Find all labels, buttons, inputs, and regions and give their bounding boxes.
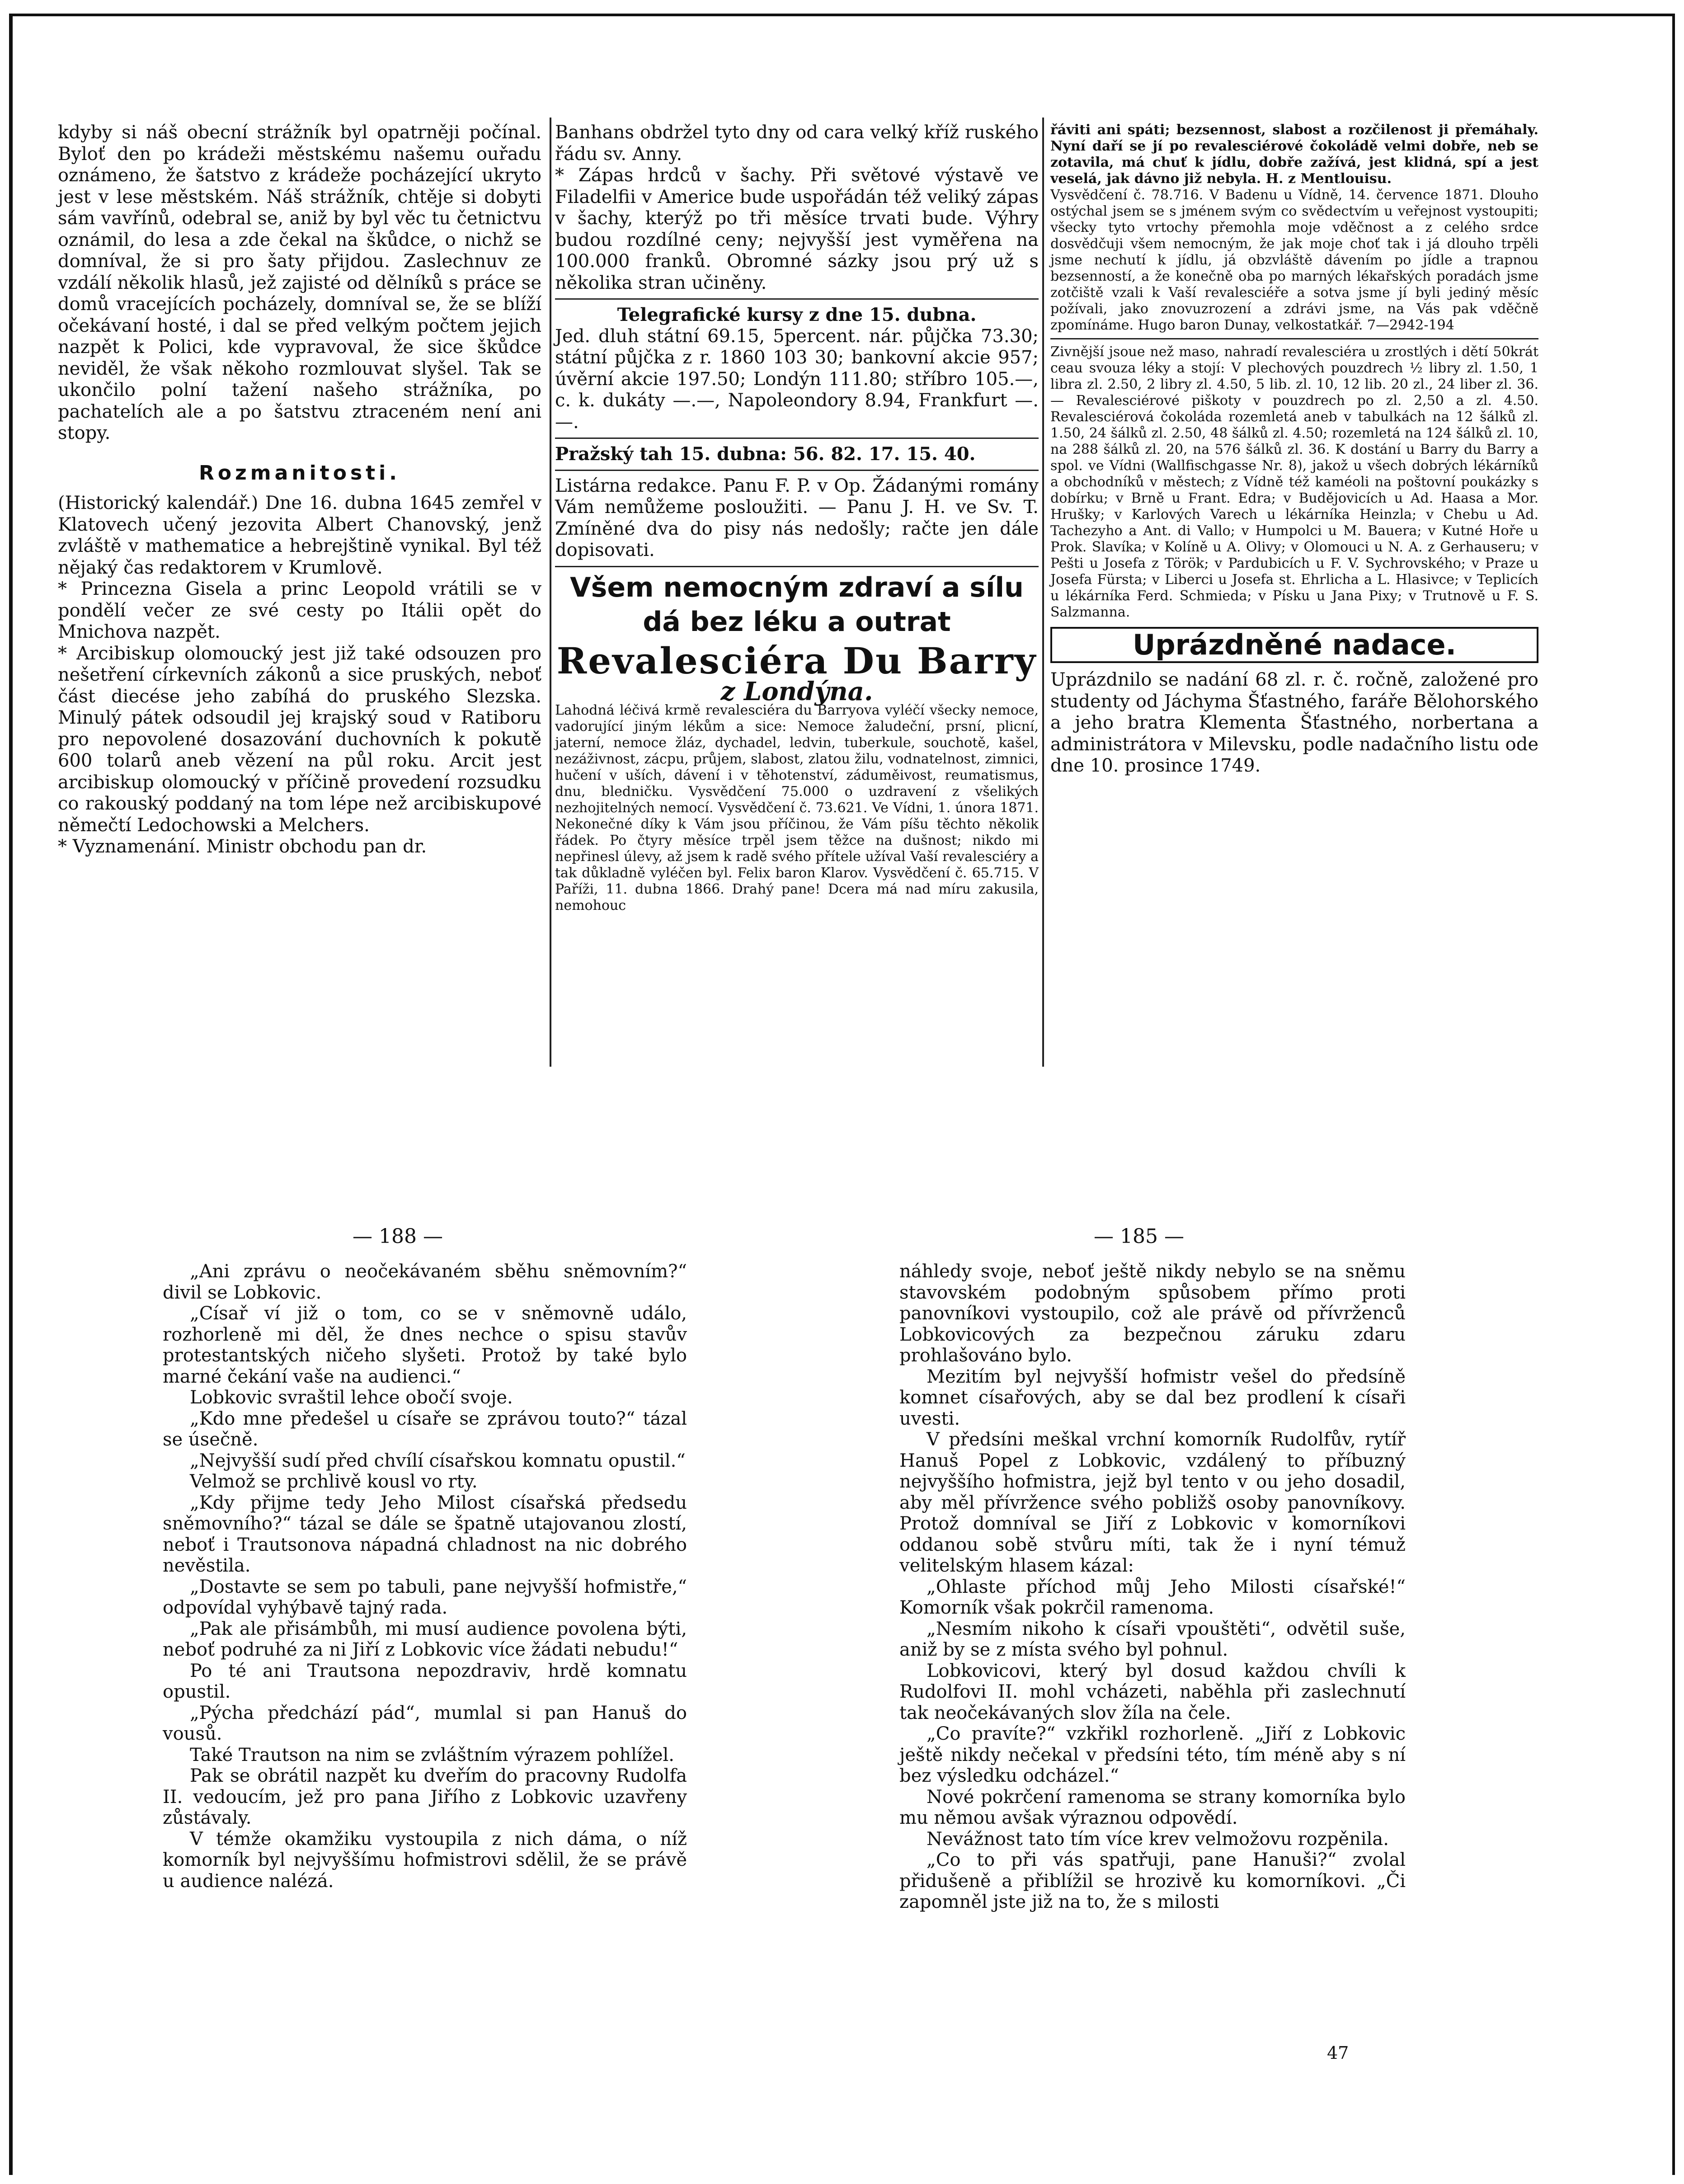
divider — [555, 470, 1039, 471]
paragraph: „Ohlaste příchod můj Jeho Milosti císařské!“ Komorník však pokrčil ramenoma. — [899, 1576, 1406, 1618]
paragraph: Mezitím byl nejvyšší hofmistr vešel do předsíně komnet císařových, aby se dal bez prodlení k císaři uvesti. — [899, 1366, 1406, 1429]
lower-right-page — [899, 1261, 1406, 1913]
paragraph: Pak se obrátil nazpět ku dveřím do pracovny Rudolfa II. vedoucím, jež pro pana Jiřího z Lobkovic uzavřeny zůstávaly. — [163, 1765, 687, 1828]
column-2 — [555, 122, 1039, 914]
paragraph: Lobkovicovi, který byl dosud každou chvíli k Rudolfovi II. mohl vcházeti, naběhla při zaslechnutí tak neočekávaných slov žíla na čele. — [899, 1660, 1406, 1723]
ad-text: Lahodná léčivá krmě revalesciéra du Barryova vyléčí všecky nemoce, vadorující jiným lékům a sice: Nemoce žaludeční, prsní, plicní, jaterní, nemoce žláz, dychadel, ledvin, tuberkule, souchotě, kašel, nezáživnost, zácpu, průjem, slabost, zlatou žilu, vodnatelnost, zimnici, hučení v uších, dávení i v těhotenství, záduměivost, reumatismus, dnu, bledničku. Vysvědčení 75.000 o uzdravení z všelikých nezhojitelných nemocí. Vysvědčení č. 73.621. Ve Vídni, 1. února 1871. Nekonečné díky k Vám jsou příčinou, že Vám píšu těchto několik řádek. Po čtyry měsíce trpěl jsem těžce na dušnost; nikdo mi nepřinesl úlevy, až jsem k radě svého přítele užíval Vaší revalesciéry a tak důkladně vyléčen byl. Felix baron Klarov. Vysvědčení č. 65.715. V Paříži, 11. dubna 1866. Drahý pane! Dcera má nad míru zakusila, nemohouc — [555, 702, 1039, 913]
nadace-title: Uprázdněné nadace. — [1050, 627, 1538, 663]
paragraph: „Co to při vás spatřuji, pane Hanuši?“ zvolal přidušeně a přiblížil se hrozivě ku komorníkovi. „Či zapomněl jste již na to, že s milosti — [899, 1850, 1406, 1912]
column-3 — [1050, 122, 1538, 777]
divider — [555, 298, 1039, 300]
paragraph: „Císař ví již o tom, co se v sněmovně událo, rozhorleně mi děl, že dnes nechce o spisu stavův protestantských ničeho slyšeti. Protož by také bylo marné čekání vaše na audienci.“ — [163, 1303, 687, 1387]
ad-city: z Londýna. — [720, 676, 873, 706]
paragraph: „Pýcha předchází pád“, mumlal si pan Hanuš do vousů. — [163, 1702, 687, 1744]
paragraph: Lobkovic svraštil lehce obočí svoje. — [190, 1387, 513, 1408]
divider — [555, 438, 1039, 439]
divider — [1050, 338, 1538, 339]
princess-gisela-news: * Princezna Gisela a princ Leopold vrátili se v pondělí večer ze své cesty po Itálii opět do Mnichova nazpět. — [58, 579, 541, 642]
divider — [555, 566, 1039, 567]
paragraph: Nové pokrčení ramenoma se strany komorníka bylo mu němou avšak výraznou odpovědí. — [899, 1786, 1406, 1828]
rozmanitosti-heading: Rozmanitosti. — [199, 461, 400, 485]
listarna-text: Listárna redakce. Panu F. P. v Op. Žádanými romány Vám nemůžeme posloužiti. — Panu J. H. ve Sv. T. Zmíněné dva do pisy nás nedošly; račte jen dále dopisovati. — [555, 475, 1039, 560]
paragraph: „Nejvyšší sudí před chvílí císařskou komnatu opustil.“ — [190, 1450, 686, 1471]
lower-left-page — [163, 1261, 687, 1892]
ad-headline-2: dá bez léku a outrat — [643, 606, 951, 638]
paragraph: „Pak ale přisámbůh, mi musí audience povolena býti, neboť podruhé za ni Jiří z Lobkovic více žádati nebudu!“ — [163, 1618, 687, 1660]
paragraph: „Co pravíte?“ vzkřikl rozhorleně. „Jiří z Lobkovic ještě nikdy nečekal v předsíni této, tím méně aby s ní bez výsledku odcházel.“ — [899, 1723, 1406, 1786]
article-police-text: kdyby si náš obecní strážník byl opatrněji počínal. Byloť den po krádeži městskému našemu ouřadu oznámeno, že šatstvo z krádeže pocházející ukryto jest v lese městském. Náš strážník, chtěje si dobyti sám vavřínů, odebral se, aniž by byl věc tu četnictvu oznámil, do lesa a zde čekal na škůdce, o nichž se domníval, že si pro šaty přijdou. Zaslechnuv ze vzdálí několik hlasů, jež zajisté od dělníků s práce se domů vracejících pocházely, domníval se, že se blíží očekávaní hosté, i dal se před velkým počtem jejich nazpět k Polici, kde vypravoval, že sice škůdce neviděl, že však někoho rozmlouvat slyšel. Tak se ukončilo polní tažení našeho strážníka, po pachatelích ale a po šatstvu ztraceném není ani stopy. — [58, 122, 541, 443]
paragraph: náhledy svoje, neboť ještě nikdy nebylo se na sněmu stavovském podobným spůsobem přímo proti panovníkovi vystoupilo, což ale právě od přívrženců Lobkovicových za bezpečnou záruku zdaru prohlašováno bylo. — [899, 1261, 1406, 1366]
column-1 — [58, 122, 541, 858]
right-page-number: — 185 — — [1094, 1225, 1184, 1248]
testimonial-1: řáviti ani spáti; bezsennost, slabost a rozčilenost ji přemáhaly. Nyní daří se jí po revalesciérové čokoládě velmi dobře, neb se zotavila, má chuť k jídlu, dobře zažívá, jest klidná, spí a jest veselá, jak dávno již nebyla. H. z Mentlouisu. — [1050, 122, 1538, 187]
lottery-draw: Pražský tah 15. dubna: 56. 82. 17. 15. 40. — [555, 443, 976, 465]
historical-calendar: (Historický kalendář.) Dne 16. dubna 1645 zemřel v Klatovech učený jezovita Albert Chanovský, jenž zvláště v mathematice a hebrejštině vynikal. Byl též nějaký čas redaktorem v Krumlově. — [58, 493, 541, 578]
paragraph: „Dostavte se sem po tabuli, pane nejvyšší hofmistře,“ odpovídal vyhýbavě tajný rada. — [163, 1576, 687, 1618]
left-page-number: — 188 — — [353, 1225, 443, 1248]
kursy-text: Jed. dluh státní 69.15, 5percent. nár. půjčka 73.30; státní půjčka z r. 1860 103 30; bankovní akcie 957; úvěrní akcie 197.50; Londýn 111.80; stříbro 105.—, c. k. dukáty —.—, Napoleondory 8.94, Frankfurt —.—. — [555, 325, 1039, 433]
testimonial-2: Vysvědčení č. 78.716. V Badenu u Vídně, 14. července 1871. Dlouho ostýchal jsem se s jménem svým co svědectvím u veřejnost vystoupiti; všecky tyto vrtochy přemohla moje vděčnost a z celého srdce dosvědčuji všem nemocným, že jak moje choť tak i já dlouho trpěli jsme nechutí k jídlu, já obzvláště dávením po jídle a trapnou bezsenností, a že konečně oba po marných lékařských poradách jsme zotčiště vzali k Vaší revalesciéře a sotva jsme jí byli jediný měsíc požívali, jako znovuzrození a zdrávi jsme, na Vás pak vděčně zpomínáme. Hugo baron Dunay, velkostatkář. 7—2942-194 — [1050, 187, 1538, 333]
award-news: * Vyznamenání. Ministr obchodu pan dr. — [58, 836, 427, 857]
paragraph: Velmož se prchlivě kousl vo rty. — [190, 1471, 478, 1492]
paragraph: V témže okamžiku vystoupila z nich dáma, o níž komorník byl nejvyššímu hofmistrovi sdělil, že se právě u audience nalézá. — [163, 1828, 687, 1892]
paragraph: Po té ani Trautsona nepozdraviv, hrdě komnatu opustil. — [163, 1660, 687, 1702]
column-rule-left — [550, 118, 551, 1067]
price-list: Zivnější jsoue než maso, nahradí revalesciéra u zrostlých i dětí 50krát ceau svouza léky a stojí: V plechových pouzdrech ½ libry zl. 1.50, 1 libra zl. 2.50, 2 libry zl. 4.50, 5 lib. zl. 10, 12 lib. 20 zl., 24 liber zl. 36. — Revalesciérové piškoty v pouzdrech po zl. 2,50 a zl. 4.50. Revalesciérová čokoláda rozemletá aneb v tabulkách na 12 šálků zl. 1.50, 24 šálků zl. 2.50, 48 šálků zl. 4.50; rozemletá na 124 šálků zl. 10, na 288 šálků zl. 20, na 576 šálků zl. 36. K dostání u Barry du Barry a spol. ve Vídni (Wallfischgasse Nr. 8), jakož u všech dobrých lékárníků a obchodníků v městech; z Vídně též kaméoli na poštovní poukázky s dobírku; v Brně u Frant. Edra; v Budějovicích u Ad. Haasa a Mor. Hrušky; v Karlových Varech u lékárníka Heinzla; v Chebu u Ad. Tachezyho a Ant. di Vallo; v Humpolci u M. Bauera; v Kutné Hoře u Prok. Slavíka; v Kolíně u A. Olivy; v Olomouci u N. A. z Gerhauseru; v Pešti u Josefa z Török; v Pardubicích u F. V. Sychrovského; v Praze u Josefa Fürsta; v Liberci u Josefa st. Ehrlicha a L. Hlasivce; v Teplicích u lékárníka Ferd. Schmieda; v Písku u Jana Pixy; v Trutnově u F. S. Salzmanna. — [1050, 344, 1538, 620]
column-rule-right — [1042, 118, 1044, 1067]
nadace-text: Uprázdnilo se nadání 68 zl. r. č. ročně, založené pro studenty od Jáchyma Šťastného, faráře Bělohorského a jeho bratra Klementa Šťastného, norbertana a administrátora v Milevsku, podle nadačního listu ode dne 10. prosince 1749. — [1050, 669, 1538, 776]
paragraph: „Ani zprávu o neočekávaném sběhu sněmovním?“ divil se Lobkovic. — [163, 1261, 687, 1303]
kursy-title: Telegrafické kursy z dne 15. dubna. — [617, 304, 977, 325]
paragraph: Nevážnost tato tím více krev velmožovu rozpěnila. — [927, 1828, 1389, 1850]
paragraph: Také Trautson na nim se zvláštním výrazem pohlížel. — [190, 1744, 675, 1765]
paragraph: „Kdo mne předešel u císaře se zprávou touto?“ tázal se úsečně. — [163, 1408, 687, 1450]
ad-headline-1: Všem nemocným zdraví a sílu — [570, 571, 1024, 603]
paragraph: V předsíni meškal vrchní komorník Rudolfův, rytíř Hanuš Popel z Lobkovic, vzdálený to příbuzný nejvyššího hofmistra, jejž byl tento v ou jeho dosadil, aby měl přívržence svého pobližš osoby panovníkovy. Protož domníval se Jiří z Lobkovic v komorníkovi oddanou sobě stvůru míti, tak že i nyní témuž velitelským hlasem kázal: — [899, 1429, 1406, 1576]
ad-brand: Revalesciéra Du Barry — [556, 639, 1037, 682]
archbishop-news: * Arcibiskup olomoucký jest již také odsouzen pro nešetření církevních zákonů a sice pruských, neboť část diecése jeho zabíhá do pruského Slezska. Minulý pátek odsoudil jej krajský soud v Ratiboru pro nepovolené dosazování duchovních k pokutě 600 tolarů aneb vězení na půl roku. Arcit jest arcibiskup olomoucký v příčině provedení rozsudku co rakouský poddaný na tom lépe než arcibiskupové němečtí Ledochowski a Melchers. — [58, 643, 541, 836]
chess-news: * Zápas hrdců v šachy. Při světové výstavě ve Filadelfii v Americe bude uspořádán též veliký zápas v šachy, kterýž po tři měsíce trvati bude. Výhry budou rozdílné ceny; nejvyšší jest vyměřena na 100.000 franků. Obromné sázky jsou prý už s několika stran učiněny. — [555, 165, 1039, 293]
signature-mark: 47 — [1327, 2043, 1349, 2063]
paragraph: „Nesmím nikoho k císaři vpouštěti“, odvětil suše, aniž by se z místa svého byl pohnul. — [899, 1618, 1406, 1660]
banhans-news: Banhans obdržel tyto dny od cara velký kříž ruského řádu sv. Anny. — [555, 122, 1039, 165]
paragraph: „Kdy přijme tedy Jeho Milost císařská předsedu sněmovního?“ tázal se dále se špatně utajovanou zlostí, neboť i Trautsonova nápadná chladnost na nic dobrého nevěstila. — [163, 1492, 687, 1576]
